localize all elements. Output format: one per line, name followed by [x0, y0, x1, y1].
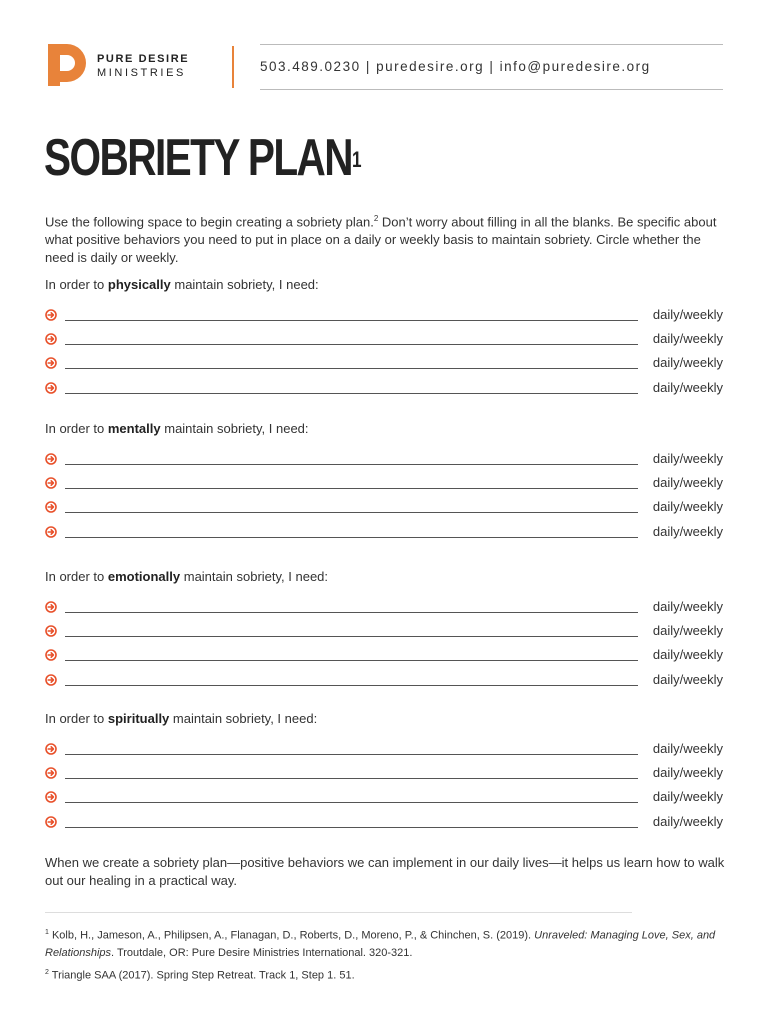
plan-row [45, 741, 723, 759]
plan-row [45, 599, 723, 617]
section-keyword: physically [107, 277, 171, 292]
write-in-line[interactable] [65, 537, 638, 538]
intro-before: Use the following space to begin creating a sobriety plan. [45, 214, 374, 230]
write-in-line[interactable] [65, 685, 638, 686]
footnote-2-number: 2 [45, 969, 49, 976]
write-in-line[interactable] [65, 660, 638, 661]
write-in-line[interactable] [65, 320, 638, 321]
write-in-line[interactable] [65, 754, 638, 755]
section-keyword: emotionally [107, 569, 181, 584]
page-title [44, 128, 362, 188]
plan-row [45, 647, 723, 665]
daily-weekly-option[interactable]: daily/weekly [652, 331, 723, 347]
write-in-line[interactable] [65, 827, 638, 828]
arrow-circle-right-icon [45, 357, 57, 369]
daily-weekly-option[interactable]: daily/weekly [652, 765, 723, 781]
logo-wordmark [97, 52, 189, 80]
write-in-line[interactable] [65, 802, 638, 803]
section-label [45, 569, 328, 584]
intro-after: Don’t worry about filling in all the blanks. Be specific about what positive behaviors you need to put in place on a daily or weekly basis to maintain sobriety. Circle whether the need is daily or weekly. [45, 214, 717, 266]
footnote-1-title: Unraveled: Managing Love, Sex, and Relationships [45, 929, 716, 959]
daily-weekly-option[interactable]: daily/weekly [652, 813, 723, 829]
arrow-circle-right-icon [45, 791, 57, 803]
plan-row [45, 380, 723, 398]
daily-weekly-option[interactable]: daily/weekly [652, 451, 723, 466]
closing-paragraph: When we create a sobriety plan—positive behaviors we can implement in our daily lives—it helps us learn how to walk out our healing in a practical way. [45, 855, 725, 888]
plan-row [45, 307, 723, 325]
arrow-circle-right-icon [45, 743, 57, 755]
arrow-circle-right-icon [45, 382, 57, 394]
logo-line-1: PURE DESIRE [97, 53, 190, 65]
daily-weekly-option[interactable]: daily/weekly [652, 623, 723, 639]
daily-weekly-option[interactable]: daily/weekly [652, 355, 723, 371]
plan-row [45, 499, 723, 517]
daily-weekly-option[interactable]: daily/weekly [652, 307, 723, 322]
arrow-circle-right-icon [45, 767, 57, 779]
write-in-line[interactable] [65, 368, 638, 369]
daily-weekly-option[interactable]: daily/weekly [652, 789, 723, 805]
arrow-circle-right-icon [45, 477, 57, 489]
footnote-1-number: 1 [45, 929, 49, 936]
arrow-circle-right-icon [45, 453, 57, 465]
arrow-circle-right-icon [45, 501, 57, 513]
section-label [45, 277, 319, 292]
write-in-line[interactable] [65, 464, 638, 465]
daily-weekly-option[interactable]: daily/weekly [652, 671, 723, 687]
contact-bar [260, 44, 723, 90]
plan-row [45, 524, 723, 542]
plan-row [45, 355, 723, 373]
plan-row [45, 765, 723, 783]
section-keyword: mentally [107, 421, 161, 436]
section-label-prefix: In order to [45, 711, 108, 726]
daily-weekly-option[interactable]: daily/weekly [652, 499, 723, 515]
write-in-line[interactable] [65, 344, 638, 345]
arrow-circle-right-icon [45, 649, 57, 661]
footnote-2-before: Triangle SAA (2017). Spring Step Retreat. Track 1, Step 1. 51. [48, 969, 355, 982]
write-in-line[interactable] [65, 393, 638, 394]
footnote-2 [45, 964, 727, 985]
arrow-circle-right-icon [45, 816, 57, 828]
arrow-circle-right-icon [45, 674, 57, 686]
daily-weekly-option[interactable]: daily/weekly [652, 475, 723, 491]
daily-weekly-option[interactable]: daily/weekly [652, 599, 723, 614]
section-label-suffix: maintain sobriety, I need: [160, 421, 309, 436]
plan-row [45, 475, 723, 493]
section-label-prefix: In order to [45, 569, 108, 584]
daily-weekly-option[interactable]: daily/weekly [652, 379, 723, 395]
daily-weekly-option[interactable]: daily/weekly [652, 741, 723, 756]
arrow-circle-right-icon [45, 601, 57, 613]
arrow-circle-right-icon [45, 333, 57, 345]
section-label-prefix: In order to [45, 277, 108, 292]
daily-weekly-option[interactable]: daily/weekly [652, 523, 723, 539]
contact-info: 503.489.0230 | puredesire.org | info@puredesire.org [260, 59, 651, 74]
write-in-line[interactable] [65, 612, 638, 613]
section-label-suffix: maintain sobriety, I need: [180, 569, 329, 584]
plan-row [45, 814, 723, 832]
header-divider [232, 46, 234, 88]
section-keyword: spiritually [107, 711, 170, 726]
plan-row [45, 789, 723, 807]
footnote-1 [45, 924, 727, 962]
plan-row [45, 672, 723, 690]
logo-line-2: MINISTRIES [97, 67, 186, 79]
page-title-text: SOBRIETY PLAN [44, 129, 353, 187]
section-label-prefix: In order to [45, 421, 108, 436]
title-footnote-ref: 1 [352, 147, 362, 172]
section-label-suffix: maintain sobriety, I need: [169, 711, 318, 726]
footnote-divider [45, 912, 632, 913]
plan-row [45, 451, 723, 469]
write-in-line[interactable] [65, 636, 638, 637]
section-label [45, 711, 317, 726]
footnote-1-after: . Troutdale, OR: Pure Desire Ministries International. 320-321. [111, 946, 413, 959]
write-in-line[interactable] [65, 488, 638, 489]
footnote-1-before: Kolb, H., Jameson, A., Philipsen, A., Flanagan, D., Roberts, D., Moreno, P., & Chinchen, S. (2019). [48, 929, 535, 942]
section-label-suffix: maintain sobriety, I need: [170, 277, 319, 292]
plan-row [45, 331, 723, 349]
write-in-line[interactable] [65, 512, 638, 513]
pure-desire-logo-icon [45, 44, 87, 86]
arrow-circle-right-icon [45, 625, 57, 637]
intro-paragraph [45, 210, 727, 267]
plan-row [45, 623, 723, 641]
intro-footnote-ref: 2 [373, 214, 379, 223]
write-in-line[interactable] [65, 778, 638, 779]
arrow-circle-right-icon [45, 526, 57, 538]
page-header [45, 44, 723, 90]
section-label [45, 421, 309, 436]
arrow-circle-right-icon [45, 309, 57, 321]
daily-weekly-option[interactable]: daily/weekly [652, 647, 723, 663]
